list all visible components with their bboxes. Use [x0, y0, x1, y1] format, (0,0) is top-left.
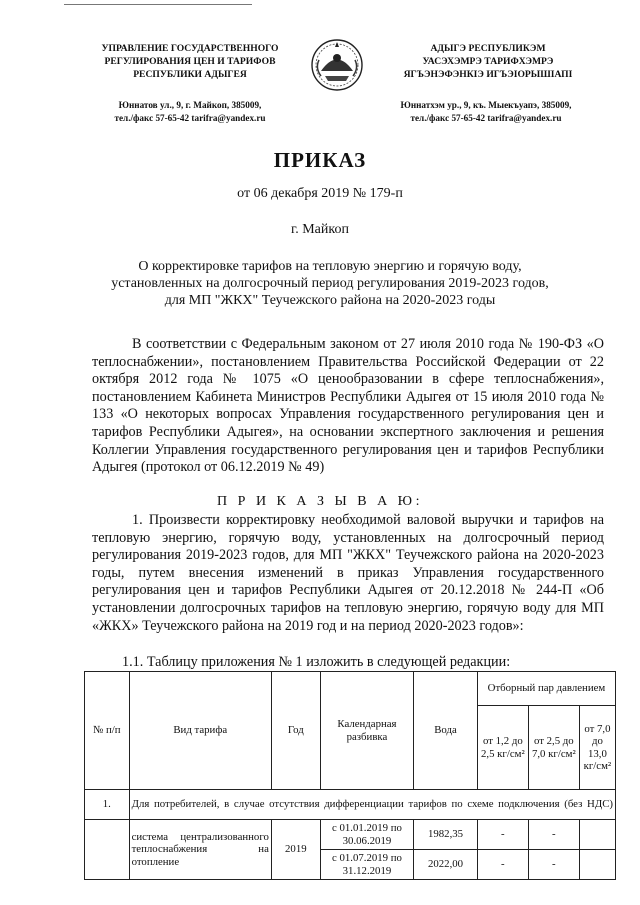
header-calendar: Календарная разбивка [320, 672, 413, 790]
row-period: с 01.07.2019 по 31.12.2019 [320, 850, 413, 880]
row-pressure-2: - [528, 850, 579, 880]
subject-line: установленных на долгосрочный период регулирования 2019-2023 годов, [111, 276, 549, 291]
header-year: Год [271, 672, 320, 790]
top-rule [64, 4, 252, 5]
address-line: тел./факс 57-65-42 tarifra@yandex.ru [114, 113, 266, 123]
header-num: № п/п [85, 672, 130, 790]
subject-line: для МП "ЖКХ" Теучежского района на 2020-2023 годы [164, 293, 496, 308]
letterhead-left [78, 42, 302, 81]
address-line: Юннатов ул., 9, г. Майкоп, 385009, [118, 100, 262, 110]
letterhead-left-line: РЕСПУБЛИКИ АДЫГЕЯ [133, 69, 247, 80]
intro-paragraph: В соответствии с Федеральным законом от 27 июля 2010 года № 190-ФЗ «О теплоснабжении», постановлением Правительства Российской Федерации от 22 октября 2012 года № 1075 «О ценообразовании в сфере теплоснабжения», постановлением Кабинета Министров Республики Адыгея от 15 июля 2010 года № 133 «О некоторых вопросах Управления государственного регулирования цен и тарифов Республики Адыгея», на основании экспертного заключения и решения Коллегии Управления государственного регулирования цен и тарифов Республики Адыгея (протокол от 06.12.2019 № 49) [92, 336, 604, 476]
subject-line: О корректировке тарифов на тепловую энергию и горячую воду, [138, 259, 522, 274]
row-pressure-3 [579, 820, 615, 850]
item-1-paragraph: 1. Произвести корректировку необходимой валовой выручки и тарифов на тепловую энергию, горячую воду, установленных на долгосрочный период регулирования 2019-2023 годов, для МП "ЖКХ" Теучежского района на 2020-2023 годы, путем внесения изменений в приказ Управления государственного регулирования цен и тарифов Республики Адыгея от 20.12.2018 № 244-П «Об установлении долгосрочных тарифов на тепловую энергию, горячую воду для МП «ЖКХ» Теучежского района на 2019 год и на период 2020-2023 годов»: [92, 512, 604, 634]
letterhead-right-line: АДЫГЭ РЕСПУБЛИКЭМ [430, 43, 546, 54]
letterhead-right-line: УАСЭХЭМРЭ ТАРИФХЭМРЭ [422, 56, 554, 67]
address-right [372, 99, 600, 125]
address-left [78, 99, 302, 125]
row-pressure-1: - [477, 850, 528, 880]
row-period: с 01.01.2019 по 30.06.2019 [320, 820, 413, 850]
order-heading: П Р И К А З Ы В А Ю: [217, 494, 423, 509]
row-tariff-type: система централизованного теплоснабжения на отопление [129, 820, 271, 880]
document-date: от 06 декабря 2019 № 179-п [237, 186, 403, 201]
item-1-1-paragraph: 1.1. Таблицу приложения № 1 изложить в следующей редакции: [122, 654, 511, 670]
row-num-empty [85, 820, 130, 880]
header-pressure-3: от 7,0 до 13,0 кг/см² [579, 706, 615, 790]
letterhead-left-line: УПРАВЛЕНИЕ ГОСУДАРСТВЕННОГО [101, 43, 279, 54]
row-pressure-2: - [528, 820, 579, 850]
address-line: тел./факс 57-65-42 tarifra@yandex.ru [410, 113, 562, 123]
header-tariff-type: Вид тарифа [129, 672, 271, 790]
letterhead-right [380, 42, 596, 81]
document-city: г. Майкоп [291, 222, 349, 237]
row-pressure-3 [579, 850, 615, 880]
row-year: 2019 [271, 820, 320, 880]
row-water: 1982,35 [414, 820, 478, 850]
tariff-table [84, 671, 616, 880]
letterhead-left-line: РЕГУЛИРОВАНИЯ ЦЕН И ТАРИФОВ [104, 56, 276, 67]
header-pressure-1: от 1,2 до 2,5 кг/см² [477, 706, 528, 790]
row-pressure-1: - [477, 820, 528, 850]
header-pressure-2: от 2,5 до 7,0 кг/см² [528, 706, 579, 790]
row-water: 2022,00 [414, 850, 478, 880]
letterhead-right-line: ЯГЪЭНЭФЭНКIЭ ИГЪЭIОРЫШIАПI [403, 69, 573, 80]
document-subject [100, 258, 560, 309]
republic-of-adygea-emblem-icon [309, 38, 365, 92]
table-row [85, 820, 616, 850]
document-title: ПРИКАЗ [273, 148, 367, 172]
address-line: Юннатхэм ур., 9, къ. Мыекъуапэ, 385009, [400, 100, 572, 110]
row-num: 1. [85, 790, 130, 820]
header-water: Вода [414, 672, 478, 790]
row-consumer-group: Для потребителей, в случае отсутствия дифференциации тарифов по схеме подключения (без НДС) [129, 790, 615, 820]
header-steam-group: Отборный пар давлением [477, 672, 615, 706]
